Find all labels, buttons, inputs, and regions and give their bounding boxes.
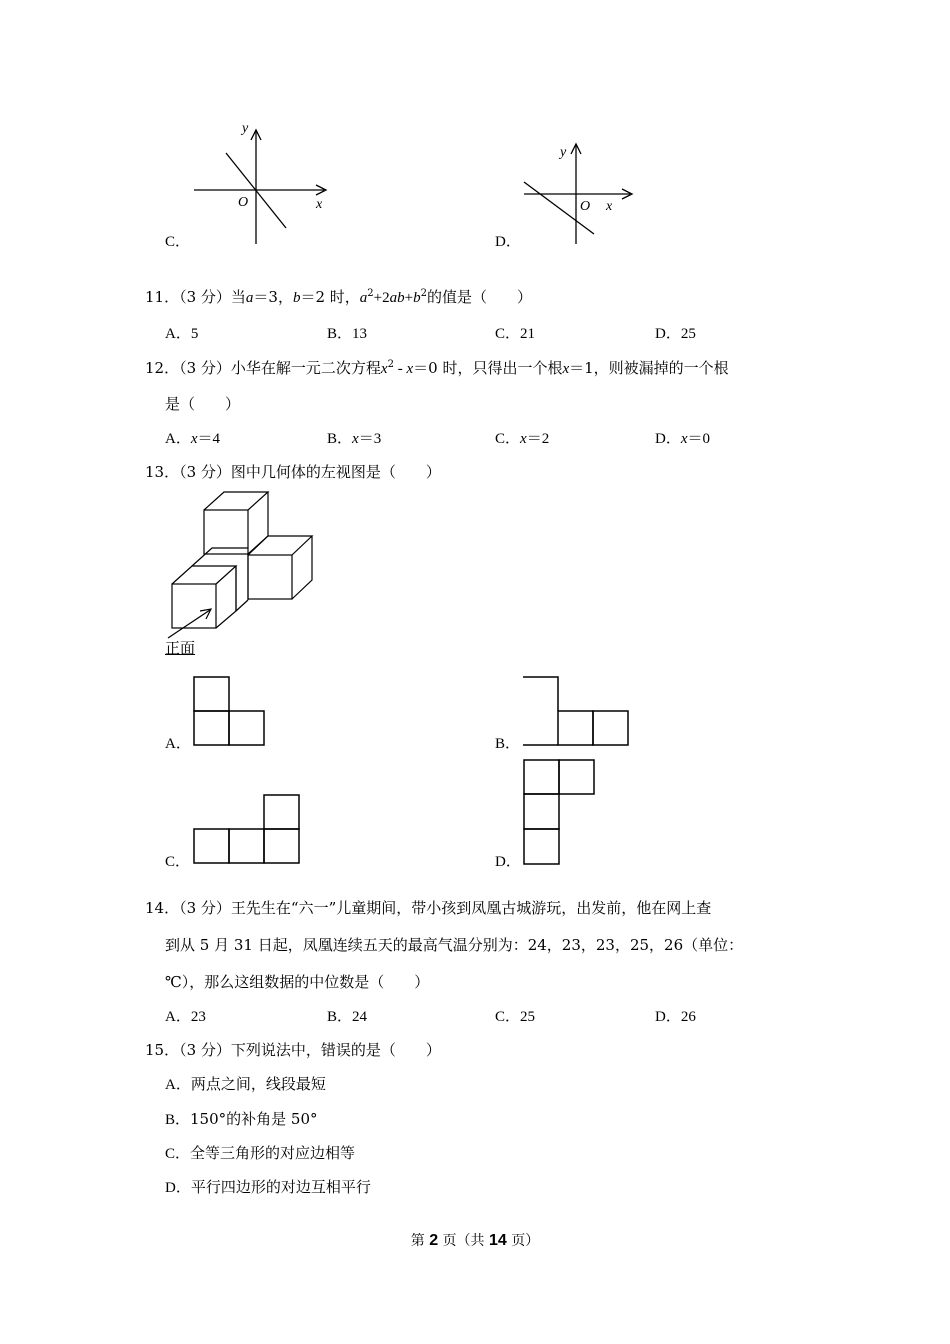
q10-graph-c — [190, 118, 340, 248]
q10-option-d-label: D． — [495, 234, 521, 250]
q10-graph-d — [520, 138, 640, 248]
q10-c-x-label: x — [316, 197, 323, 212]
q12-number: 12． — [145, 359, 180, 377]
q12-stem: 12．（3 分）小华在解一元二次方程$x^2 - x=0$ 时，只得出一个根x＝1，则被漏掉的一个根 — [145, 359, 729, 377]
q10-option-c-label: C． — [165, 234, 191, 250]
q13-option-b-figure — [522, 676, 629, 746]
q13-solid-figure — [162, 490, 312, 660]
q10-c-origin-label: O — [238, 195, 249, 210]
q10-c-y-label: y — [242, 121, 249, 136]
q15-option-a: A．两点之间，线段最短 — [165, 1075, 326, 1093]
q12-score: （3 分） — [179, 359, 231, 377]
q15-option-b: B．150°的补角是 50° — [165, 1110, 318, 1128]
q13-number: 13． — [145, 463, 180, 481]
q11-option-c: C．21 — [495, 326, 536, 342]
q14-option-b: B．24 — [327, 1009, 368, 1025]
q15-stem: 15．（3 分）下列说法中，错误的是（ ） — [145, 1041, 441, 1059]
q15-score: （3 分） — [179, 1041, 231, 1059]
q12-option-b: B．x＝3 — [327, 431, 382, 447]
q12-option-d: D．x＝0 — [655, 431, 711, 447]
q13-option-d-figure — [523, 759, 595, 865]
q11-option-a: A．5 — [165, 326, 199, 342]
q13-option-a-figure — [193, 676, 265, 746]
q12-stem-line2: 是（ ） — [165, 395, 241, 413]
page-number: 2 — [429, 1232, 439, 1249]
q15-option-d: D．平行四边形的对边互相平行 — [165, 1178, 371, 1196]
page-total: 14 — [489, 1232, 507, 1249]
q11-score: （3 分） — [179, 288, 231, 306]
q12-option-c: C．x＝2 — [495, 431, 550, 447]
q10-d-x-label: x — [606, 199, 613, 214]
q13-score: （3 分） — [179, 463, 231, 481]
q13-option-c-figure — [193, 794, 300, 864]
q14-stem-line1: 14．（3 分）王先生在“六一”儿童期间，带小孩到凤凰古城游玩，出发前，他在网上查 — [145, 899, 712, 917]
q11-option-d: D．25 — [655, 326, 696, 342]
q13-option-b-label: B． — [495, 736, 521, 752]
q14-option-a: A．23 — [165, 1009, 206, 1025]
q13-front-label: 正面 — [165, 639, 196, 657]
q14-number: 14． — [145, 899, 180, 917]
q12-option-a: A．x＝4 — [165, 431, 221, 447]
q11-stem: 11．（3 分）当a＝3，b＝2 时，$a^2+2ab+b^2$的值是（ ） — [145, 288, 532, 306]
q14-score: （3 分） — [179, 899, 231, 917]
q14-stem-line3: ℃），那么这组数据的中位数是（ ） — [165, 973, 430, 991]
q15-number: 15． — [145, 1041, 180, 1059]
q14-option-c: C．25 — [495, 1009, 536, 1025]
q13-stem: 13．（3 分）图中几何体的左视图是（ ） — [145, 463, 441, 481]
q14-option-d: D．26 — [655, 1009, 696, 1025]
q11-option-b: B．13 — [327, 326, 368, 342]
q13-option-d-label: D． — [495, 854, 521, 870]
q15-option-c: C．全等三角形的对应边相等 — [165, 1144, 356, 1162]
q13-option-c-label: C． — [165, 854, 191, 870]
q10-d-origin-label: O — [580, 199, 591, 214]
q13-option-a-label: A． — [165, 736, 191, 752]
q11-number: 11． — [145, 288, 180, 306]
q14-stem-line2: 到从 5 月 31 日起，凤凰连续五天的最高气温分别为：24，23，23，25，26（单位： — [165, 936, 744, 954]
page-footer: 第 2 页（共 14 页） — [410, 1232, 540, 1249]
q10-d-y-label: y — [560, 145, 567, 160]
